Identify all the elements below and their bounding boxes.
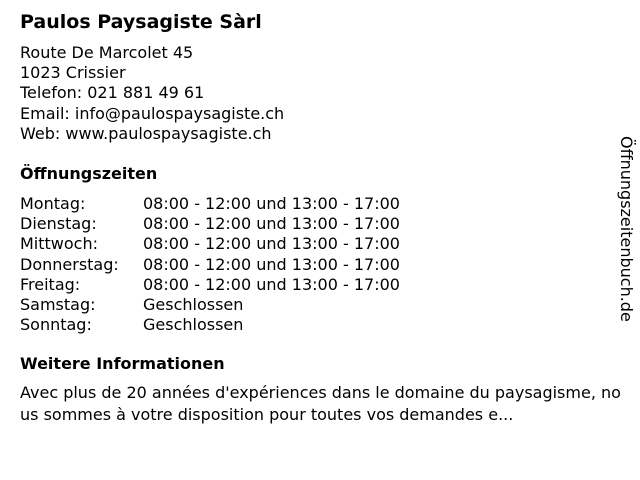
contact-block: [20, 43, 284, 144]
phone-line: Telefon: 021 881 49 61: [20, 83, 205, 103]
day-label: Sonntag:: [20, 315, 92, 335]
more-info-text: Avec plus de 20 années d'expériences dans le domaine du paysagisme, nous sommes à votre disposition pour toutes vos demandes e...: [20, 383, 621, 424]
hours-row: [20, 315, 400, 335]
day-label: Montag:: [20, 194, 86, 213]
day-hours: Geschlossen: [143, 315, 244, 335]
hours-row: [20, 234, 400, 254]
day-hours: 08:00 - 12:00 und 13:00 - 17:00: [143, 194, 400, 213]
opening-hours-table: [20, 194, 400, 335]
day-label: Dienstag:: [20, 214, 97, 234]
day-label: Samstag:: [20, 295, 96, 315]
brand-watermark: Öffnungszeitenbuch.de: [617, 136, 636, 322]
day-label: Mittwoch:: [20, 234, 98, 254]
day-hours: 08:00 - 12:00 und 13:00 - 17:00: [143, 274, 400, 294]
hours-row: [20, 295, 400, 315]
hours-row: [20, 255, 400, 275]
street-address: Route De Marcolet 45: [20, 43, 194, 62]
day-hours: 08:00 - 12:00 und 13:00 - 17:00: [143, 214, 400, 234]
email-line: Email: info@paulospaysagiste.ch: [20, 103, 285, 123]
day-label: Freitag:: [20, 274, 81, 294]
web-line: Web: www.paulospaysagiste.ch: [20, 123, 272, 143]
opening-hours-heading: Öffnungszeiten: [20, 164, 158, 183]
day-label: Donnerstag:: [20, 254, 119, 274]
business-card: [20, 0, 621, 480]
day-hours: 08:00 - 12:00 und 13:00 - 17:00: [143, 234, 400, 254]
day-hours: 08:00 - 12:00 und 13:00 - 17:00: [143, 254, 400, 274]
day-hours: Geschlossen: [143, 295, 244, 315]
city-line: 1023 Crissier: [20, 63, 126, 83]
hours-row: [20, 194, 400, 214]
more-info-heading: Weitere Informationen: [20, 354, 225, 373]
hours-row: [20, 214, 400, 234]
company-name: Paulos Paysagiste Sàrl: [20, 11, 262, 33]
hours-row: [20, 275, 400, 295]
